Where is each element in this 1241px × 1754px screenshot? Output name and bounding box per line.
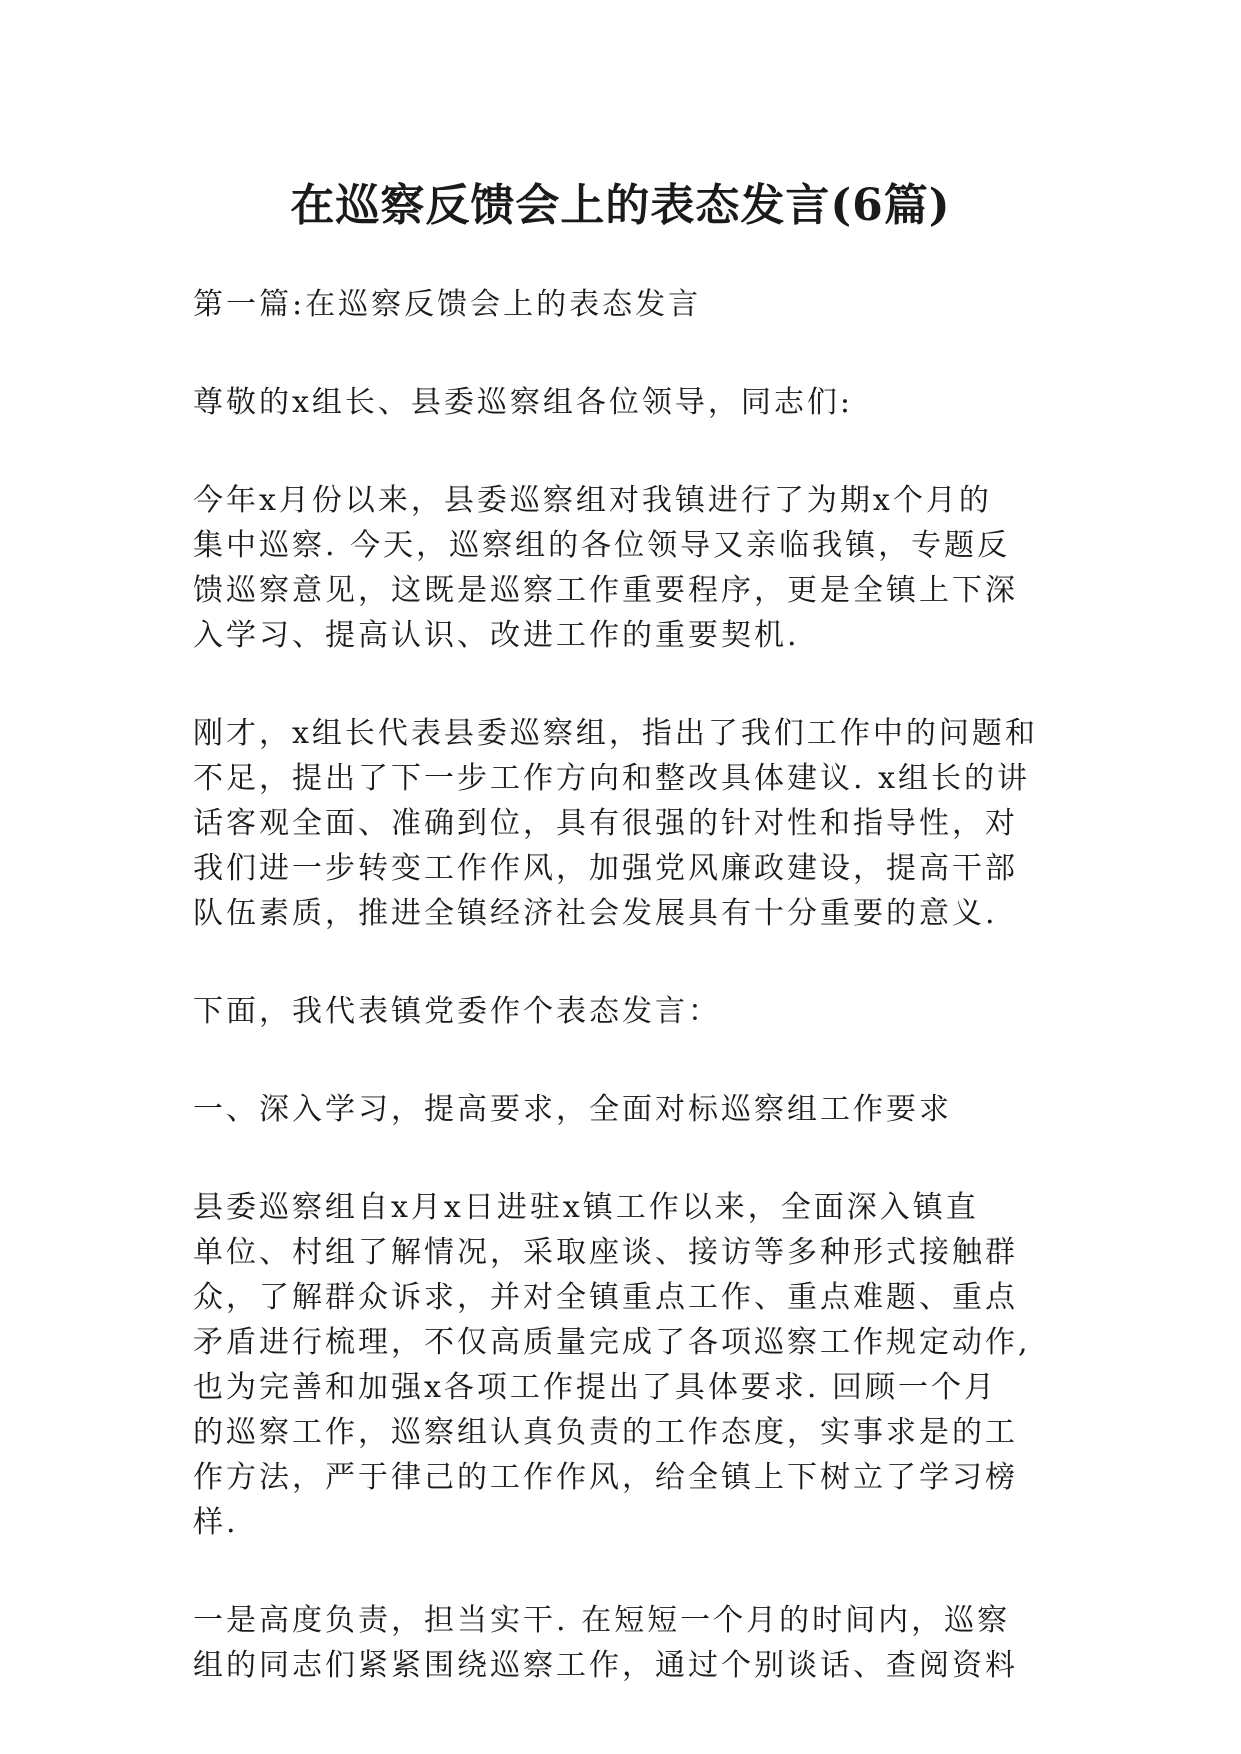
paragraph-salutation bbox=[193, 380, 1053, 425]
text-line: 一、深入学习，提高要求，全面对标巡察组工作要求 bbox=[193, 1092, 952, 1127]
text-line: 第一篇:在巡察反馈会上的表态发言 bbox=[193, 287, 702, 322]
text-line: 作方法，严于律己的工作作风，给全镇上下树立了学习榜 bbox=[193, 1460, 1018, 1495]
text-line: 不足，提出了下一步工作方向和整改具体建议. x组长的讲 bbox=[193, 761, 1030, 796]
document-title: 在巡察反馈会上的表态发言(6篇) bbox=[290, 180, 951, 231]
text-line: 县委巡察组自x月x日进驻x镇工作以来，全面深入镇直 bbox=[193, 1190, 979, 1225]
text-line: 我们进一步转变工作作风，加强党风廉政建设，提高干部 bbox=[193, 851, 1018, 886]
paragraph-point-one bbox=[193, 1598, 1053, 1688]
text-line: 单位、村组了解情况，采取座谈、接访等多种形式接触群 bbox=[193, 1235, 1018, 1270]
text-line: 入学习、提高认识、改进工作的重要契机. bbox=[193, 618, 800, 653]
text-line: 话客观全面、准确到位，具有很强的针对性和指导性，对 bbox=[193, 806, 1018, 841]
paragraph-intro bbox=[193, 478, 1053, 658]
text-line: 集中巡察. 今天，巡察组的各位领导又亲临我镇，专题反 bbox=[193, 528, 1011, 563]
document-body bbox=[193, 282, 1053, 1741]
text-line: 组的同志们紧紧围绕巡察工作，通过个别谈话、查阅资料 bbox=[193, 1648, 1018, 1683]
text-line: 一是高度负责，担当实干. 在短短一个月的时间内，巡察 bbox=[193, 1603, 1011, 1638]
text-line: 下面，我代表镇党委作个表态发言： bbox=[193, 994, 721, 1029]
text-line: 今年x月份以来，县委巡察组对我镇进行了为期x个月的 bbox=[193, 483, 992, 518]
paragraph-transition bbox=[193, 989, 1053, 1034]
text-line: 的巡察工作，巡察组认真负责的工作态度，实事求是的工 bbox=[193, 1415, 1018, 1450]
text-line: 队伍素质，推进全镇经济社会发展具有十分重要的意义. bbox=[193, 896, 998, 931]
text-line: 尊敬的x组长、县委巡察组各位领导，同志们: bbox=[193, 385, 854, 420]
paragraph-inspection-review bbox=[193, 1185, 1053, 1545]
text-line: 馈巡察意见，这既是巡察工作重要程序，更是全镇上下深 bbox=[193, 573, 1018, 608]
text-line: 众，了解群众诉求，并对全镇重点工作、重点难题、重点 bbox=[193, 1280, 1018, 1315]
paragraph-feedback bbox=[193, 711, 1053, 936]
paragraph-chapter-heading bbox=[193, 282, 1053, 327]
paragraph-section-heading bbox=[193, 1087, 1053, 1132]
text-line: 刚才，x组长代表县委巡察组，指出了我们工作中的问题和 bbox=[193, 716, 1038, 751]
text-line: 样. bbox=[193, 1505, 239, 1540]
text-line: 也为完善和加强x各项工作提出了具体要求. 回顾一个月 bbox=[193, 1370, 997, 1405]
text-line: 矛盾进行梳理，不仅高质量完成了各项巡察工作规定动作, bbox=[193, 1325, 1031, 1360]
